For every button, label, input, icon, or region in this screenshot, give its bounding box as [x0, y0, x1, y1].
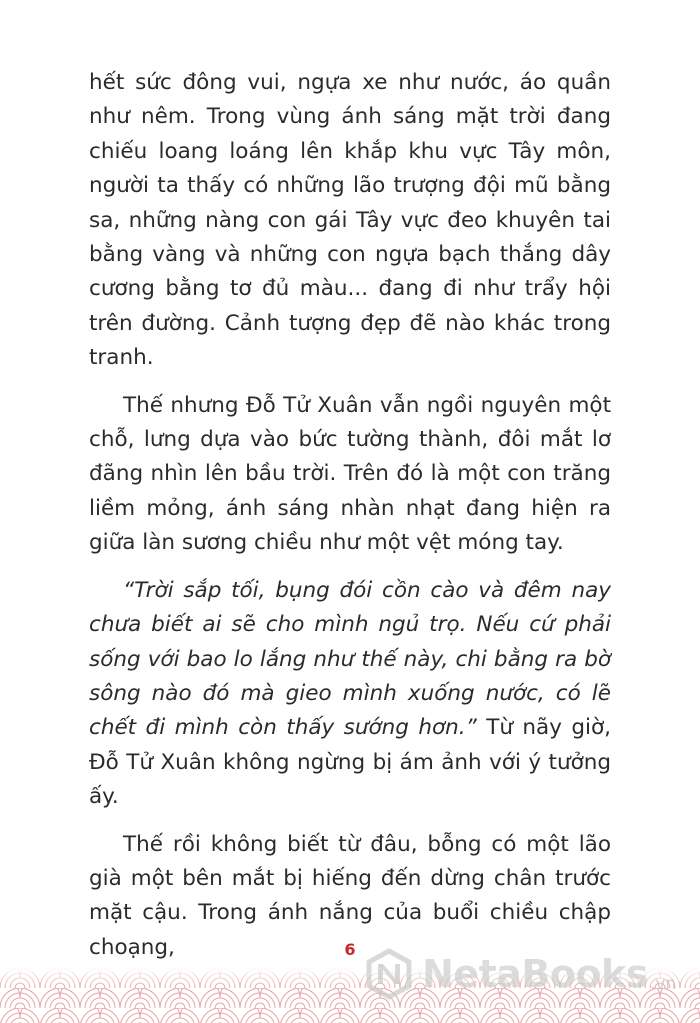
- watermark: [362, 944, 676, 1004]
- watermark-suffix: .vn: [649, 974, 677, 994]
- paragraph-1: [89, 66, 611, 376]
- watermark-text: NetaBooks: [422, 952, 648, 996]
- paragraph-3-quote: “Trời sắp tối, bụng đói cồn cào và đêm nay chưa biết ai sẽ cho mình ngủ trọ. Nếu cứ phải sống với bao lo lắng như thế này, chi bằng ra bờ sông nào đó mà gieo mình xuống nước, có lẽ chết đi mình còn thấy sướng hơn.”: [89, 577, 611, 741]
- paragraph-4-text: Thế rồi không biết từ đâu, bỗng có một lão già một bên mắt bị hiếng đến dừng chân trước mặt cậu. Trong ánh nắng của buổi chiều chập choạng,: [89, 831, 611, 960]
- body-text: [89, 66, 611, 978]
- page-number: 6: [344, 940, 356, 959]
- paragraph-3-text: Từ nãy giờ, Đỗ Tử Xuân không ngừng bị ám ảnh với ý tưởng ấy.: [89, 715, 611, 810]
- netabooks-logo-icon: [362, 947, 416, 1001]
- paragraph-2: [89, 389, 611, 561]
- paragraph-2-text: Thế nhưng Đỗ Tử Xuân vẫn ngồi nguyên một chỗ, lưng dựa vào bức tường thành, đôi mắt lơ đãng nhìn lên bầu trời. Trên đó là một con trăng liềm mỏng, ánh sáng nhàn nhạt đang hiện ra giữa làn sương chiều như một vệt móng tay.: [89, 392, 611, 556]
- paragraph-3: [89, 574, 611, 815]
- paragraph-1-text: hết sức đông vui, ngựa xe như nước, áo quần như nêm. Trong vùng ánh sáng mặt trời đang chiếu loang loáng lên khắp khu vực Tây môn, người ta thấy có những lão trượng đội mũ bằng sa, những nàng con gái Tây vực đeo khuyên tai bằng vàng và những con ngựa bạch thắng dây cương bằng tơ đủ màu... đang đi như trẩy hội trên đường. Cảnh tượng đẹp đẽ nào khác trong tranh.: [89, 70, 611, 371]
